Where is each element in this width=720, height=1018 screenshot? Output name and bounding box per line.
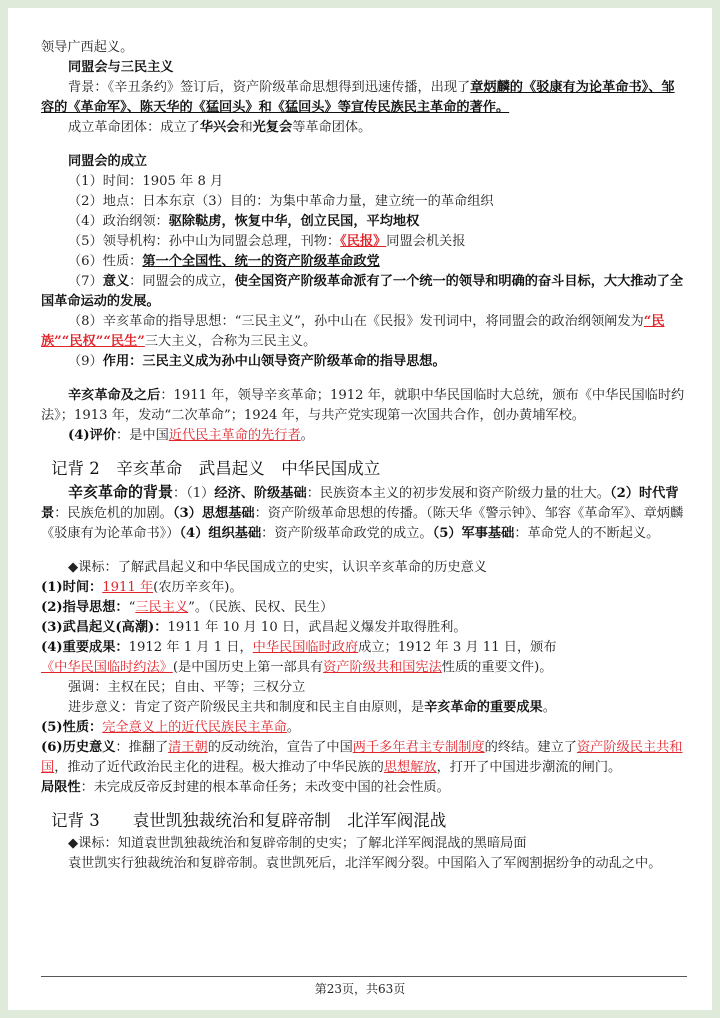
list-item: (3)武昌起义(高潮)：1911 年 10 月 10 日，武昌起义爆发并取得胜利。 — [41, 620, 467, 635]
paragraph-evaluation: (4)评价：是中国近代民主革命的先行者。 — [68, 428, 314, 443]
list-item: （6）性质：第一个全国性、统一的资产阶级革命政党 — [68, 254, 380, 269]
footer-divider — [41, 976, 687, 977]
list-item: (5)性质：完全意义上的近代民族民主革命。 — [41, 720, 301, 735]
list-item: 进步意义：肯定了资产阶级民主共和制度和民主自由原则，是辛亥革命的重要成果。 — [68, 700, 556, 715]
page-number: 第23页，共63页 — [314, 982, 406, 996]
list-item: (4)重要成果：1912 年 1 月 1 日，中华民国临时政府成立；1912 年 3 月 11 日，颁布《中华民国临时约法》(是中国历史上第一部具有资产阶级共和国宪法性质的重要文件)。 — [41, 640, 557, 675]
page-content — [41, 38, 687, 874]
list-item: （1）时间：1905 年 8 月 — [68, 174, 224, 189]
curriculum-standard: ◆课标：了解武昌起义和中华民国成立的史实，认识辛亥革命的历史意义 — [68, 560, 487, 575]
list-item: (2)指导思想：“三民主义”。（民族、民权、民生） — [41, 600, 334, 615]
document-page — [8, 8, 712, 1010]
section-title: 同盟会的成立 — [68, 154, 148, 169]
list-item: （4）政治纲领：驱除鞑虏，恢复中华，创立民国，平均地权 — [68, 214, 420, 229]
list-item: 强调：主权在民；自由、平等；三权分立 — [68, 680, 306, 695]
list-item: （2）地点：日本东京（3）目的：为集中革命力量，建立统一的革命组织 — [68, 194, 494, 209]
list-item: （5）领导机构：孙中山为同盟会总理，刊物：《民报》同盟会机关报 — [68, 234, 466, 249]
paragraph-organizations: 成立革命团体：成立了华兴会和光复会等革命团体。 — [68, 120, 372, 135]
list-item: （8）辛亥革命的指导思想：“三民主义”，孙中山在《民报》发刊词中，将同盟会的政治纲领阐发为“民族”“民权”“民生”三大主义，合称为三民主义。 — [41, 314, 665, 349]
paragraph-revolution-background: 辛亥革命的背景：（1）经济、阶级基础：民族资本主义的初步发展和资产阶级力量的壮大。（2）时代背景：民族危机的加剧。（3）思想基础：资产阶级革命思想的传播。（陈天华《警示钟》、邹容《革命军》、章炳麟《驳康有为论革命书》）（4）组织基础：资产阶级革命政党的成立。（5）军事基础：革命党人的不断起义。 — [41, 483, 684, 541]
list-item: （7）意义：同盟会的成立，使全国资产阶级革命派有了一个统一的领导和明确的奋斗目标，大大推动了全国革命运动的发展。 — [41, 274, 684, 309]
heading-section-3: 记背 3 袁世凯独裁统治和复辟帝制 北洋军阀混战 — [51, 811, 447, 830]
list-item: (1)时间：1911 年(农历辛亥年)。 — [41, 580, 243, 595]
paragraph-after-revolution: 辛亥革命及之后：1911 年，领导辛亥革命；1912 年，就职中华民国临时大总统，颁布《中华民国临时约法》；1913 年，发动“二次革命”；1924 年，与共产党实现第一次国共合作，创办黄埔军校。 — [41, 388, 685, 423]
list-item: 局限性：未完成反帝反封建的根本革命任务；未改变中国的社会性质。 — [41, 780, 450, 795]
paragraph-background: 背景：《辛丑条约》签订后，资产阶级革命思想得到迅速传播，出现了章炳麟的《驳康有为论革命书》、邹容的《革命军》、陈天华的《猛回头》和《猛回头》等宣传民族民主革命的著作。 — [41, 80, 675, 115]
list-item: （9）作用：三民主义成为孙中山领导资产阶级革命的指导思想。 — [68, 354, 446, 369]
paragraph-yuan: 袁世凯实行独裁统治和复辟帝制。袁世凯死后，北洋军阀分裂。中国陷入了军阀割据纷争的动乱之中。 — [68, 856, 662, 871]
heading-section-2: 记背 2 辛亥革命 武昌起义 中华民国成立 — [51, 459, 381, 478]
text-line: 领导广西起义。 — [41, 40, 134, 55]
list-item: (6)历史意义：推翻了清王朝的反动统治，宣告了中国两千多年君主专制制度的终结。建立了资产阶级民主共和国，推动了近代政治民主化的进程。极大推动了中华民族的思想解放，打开了中国进步潮流的闸门。 — [41, 740, 683, 775]
curriculum-standard: ◆课标：知道袁世凯独裁统治和复辟帝制的史实；了解北洋军阀混战的黑暗局面 — [68, 836, 527, 851]
section-title: 同盟会与三民主义 — [68, 60, 174, 75]
